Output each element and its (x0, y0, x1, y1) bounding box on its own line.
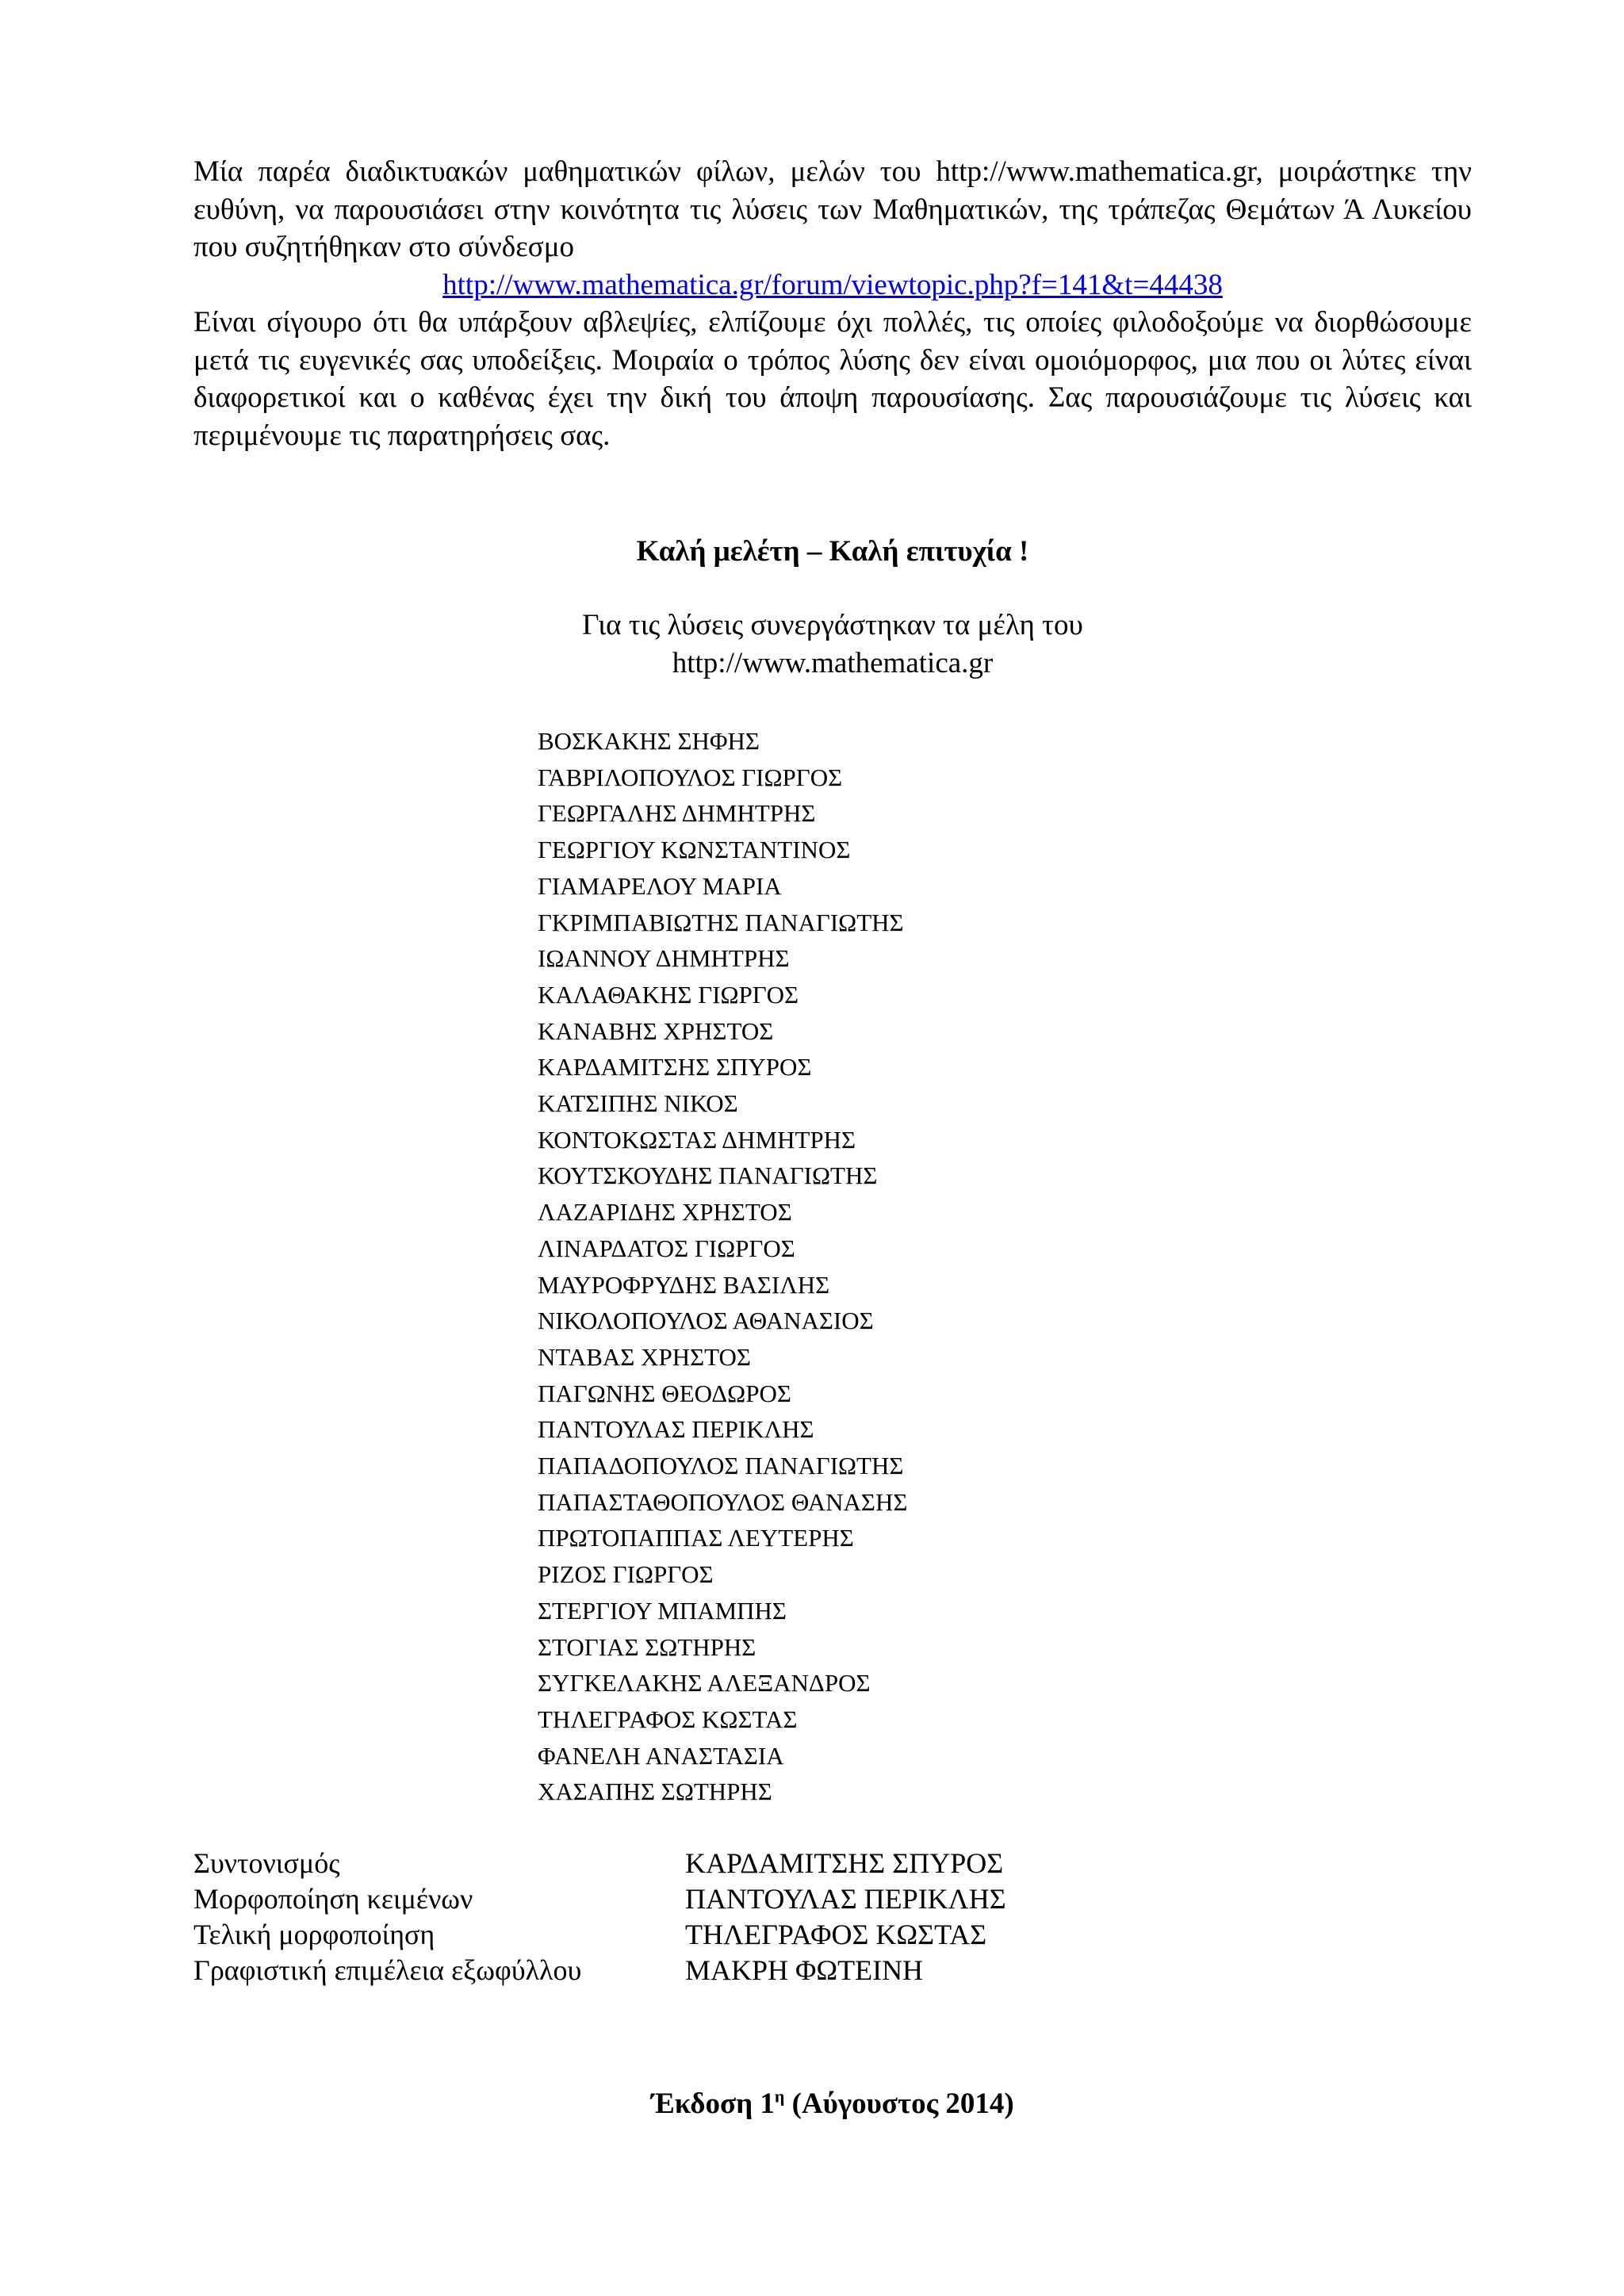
members-list (538, 723, 907, 1810)
member-name: ΛΑΖΑΡΙΔΗΣ ΧΡΗΣΤΟΣ (538, 1198, 792, 1226)
member-name: ΣΤΟΓΙΑΣ ΣΩΤΗΡΗΣ (538, 1632, 756, 1661)
member-name: ΓΑΒΡΙΛΟΠΟΥΛΟΣ ΓΙΩΡΓΟΣ (538, 763, 843, 791)
member-name: ΚΑΛΑΘΑΚΗΣ ΓΙΩΡΓΟΣ (538, 980, 799, 1008)
member-name: ΤΗΛΕΓΡΑΦΟΣ ΚΩΣΤΑΣ (538, 1705, 798, 1733)
member-name: ΚΑΤΣΙΠΗΣ ΝΙΚΟΣ (538, 1089, 738, 1118)
intro-section (193, 153, 1472, 454)
credit-row (193, 1917, 1006, 1953)
member-name: ΠΑΝΤΟΥΛΑΣ ΠΕΡΙΚΛΗΣ (538, 1415, 814, 1444)
member-name: ΦΑΝΕΛΗ ΑΝΑΣΤΑΣΙΑ (538, 1741, 784, 1770)
credits-table (193, 1846, 1006, 1988)
edition-ordinal-superscript: η (774, 2086, 785, 2107)
member-name: ΛΙΝΑΡΔΑΤΟΣ ΓΙΩΡΓΟΣ (538, 1234, 795, 1262)
collaborators-line-2: http://www.mathematica.gr (672, 646, 994, 679)
collaborators-heading (193, 607, 1472, 682)
credit-role-label: Συντονισμός (193, 1847, 340, 1879)
forum-link-line (193, 266, 1472, 304)
greeting-heading: Καλή μελέτη – Καλή επιτυχία ! (636, 535, 1029, 568)
member-name: ΚΟΝΤΟΚΩΣΤΑΣ ΔΗΜΗΤΡΗΣ (538, 1125, 856, 1154)
member-name: ΙΩΑΝΝΟΥ ΔΗΜΗΤΡΗΣ (538, 944, 790, 973)
member-name: ΠΡΩΤΟΠΑΠΠΑΣ ΛΕΥΤΕΡΗΣ (538, 1524, 854, 1552)
collaborators-line-1: Για τις λύσεις συνεργάστηκαν τα μέλη του (582, 609, 1083, 641)
forum-link[interactable]: http://www.mathematica.gr/forum/viewtopic.php?f=141&t=44438 (442, 268, 1223, 301)
credit-person-name: ΚΑΡΔΑΜΙΤΣΗΣ ΣΠΥΡΟΣ (685, 1847, 1004, 1879)
intro-paragraph-2: Είναι σίγουρο ότι θα υπάρξουν αβλεψίες, ελπίζουμε όχι πολλές, τις οποίες φιλοδοξούμε να διορθώσουμε μετά τις ευγενικές σας υποδείξεις. Μοιραία ο τρόπος λύσης δεν είναι ομοιόμορφος, μια που οι λύτες είναι διαφορετικοί και ο καθένας έχει την δική του άποψη παρουσίασης. Σας παρουσιάζουμε τις λύσεις και περιμένουμε τις παρατηρήσεις σας. (193, 306, 1472, 452)
credit-person-name: ΤΗΛΕΓΡΑΦΟΣ ΚΩΣΤΑΣ (685, 1919, 987, 1950)
edition-line (193, 2086, 1472, 2122)
member-name: ΝΙΚΟΛΟΠΟΥΛΟΣ ΑΘΑΝΑΣΙΟΣ (538, 1307, 874, 1335)
credit-role-label: Γραφιστική επιμέλεια εξωφύλλου (193, 1954, 582, 1986)
edition-date: (Αύγουστος 2014) (784, 2087, 1014, 2120)
member-name: ΚΑΝΑΒΗΣ ΧΡΗΣΤΟΣ (538, 1016, 774, 1045)
credit-row (193, 1846, 1006, 1881)
credit-row (193, 1953, 1006, 1988)
member-name: ΣΤΕΡΓΙΟΥ ΜΠΑΜΠΗΣ (538, 1596, 787, 1624)
credit-role-label: Μορφοποίηση κειμένων (193, 1883, 473, 1915)
credit-row (193, 1881, 1006, 1917)
member-name: ΓΙΑΜΑΡΕΛΟΥ ΜΑΡΙΑ (538, 871, 782, 900)
member-name: ΠΑΠΑΔΟΠΟΥΛΟΣ ΠΑΝΑΓΙΩΤΗΣ (538, 1452, 904, 1480)
credit-role-label: Τελική μορφοποίηση (193, 1919, 435, 1950)
member-name: ΜΑΥΡΟΦΡΥΔΗΣ ΒΑΣΙΛΗΣ (538, 1270, 830, 1299)
member-name: ΓΕΩΡΓΑΛΗΣ ΔΗΜΗΤΡΗΣ (538, 799, 816, 828)
member-name: ΡΙΖΟΣ ΓΙΩΡΓΟΣ (538, 1560, 714, 1589)
credit-person-name: ΜΑΚΡΗ ΦΩΤΕΙΝΗ (685, 1954, 924, 1986)
member-name: ΠΑΓΩΝΗΣ ΘΕΟΔΩΡΟΣ (538, 1379, 791, 1407)
member-name: ΝΤΑΒΑΣ ΧΡΗΣΤΟΣ (538, 1342, 751, 1371)
credit-person-name: ΠΑΝΤΟΥΛΑΣ ΠΕΡΙΚΛΗΣ (685, 1883, 1006, 1915)
member-name: ΚΑΡΔΑΜΙΤΣΗΣ ΣΠΥΡΟΣ (538, 1053, 812, 1081)
member-name: ΧΑΣΑΠΗΣ ΣΩΤΗΡΗΣ (538, 1777, 772, 1806)
edition-prefix: Έκδοση 1 (651, 2087, 775, 2120)
member-name: ΚΟΥΤΣΚΟΥΔΗΣ ΠΑΝΑΓΙΩΤΗΣ (538, 1161, 878, 1190)
intro-paragraph-1: Μία παρέα διαδικτυακών μαθηματικών φίλων, μελών του http://www.mathematica.gr, μοιράστηκε την ευθύνη, να παρουσιάσει στην κοινότητα τις λύσεις των Μαθηματικών, της τράπεζας Θεμάτων Ά Λυκείου που συζητήθηκαν στο σύνδεσμο (193, 155, 1472, 263)
member-name: ΓΚΡΙΜΠΑΒΙΩΤΗΣ ΠΑΝΑΓΙΩΤΗΣ (538, 908, 904, 936)
member-name: ΠΑΠΑΣΤΑΘΟΠΟΥΛΟΣ ΘΑΝΑΣΗΣ (538, 1487, 908, 1516)
member-name: ΒΟΣΚΑΚΗΣ ΣΗΦΗΣ (538, 727, 760, 755)
member-name: ΓΕΩΡΓΙΟΥ ΚΩΝΣΤΑΝΤΙΝΟΣ (538, 836, 851, 864)
member-name: ΣΥΓΚΕΛΑΚΗΣ ΑΛΕΞΑΝΔΡΟΣ (538, 1669, 871, 1697)
